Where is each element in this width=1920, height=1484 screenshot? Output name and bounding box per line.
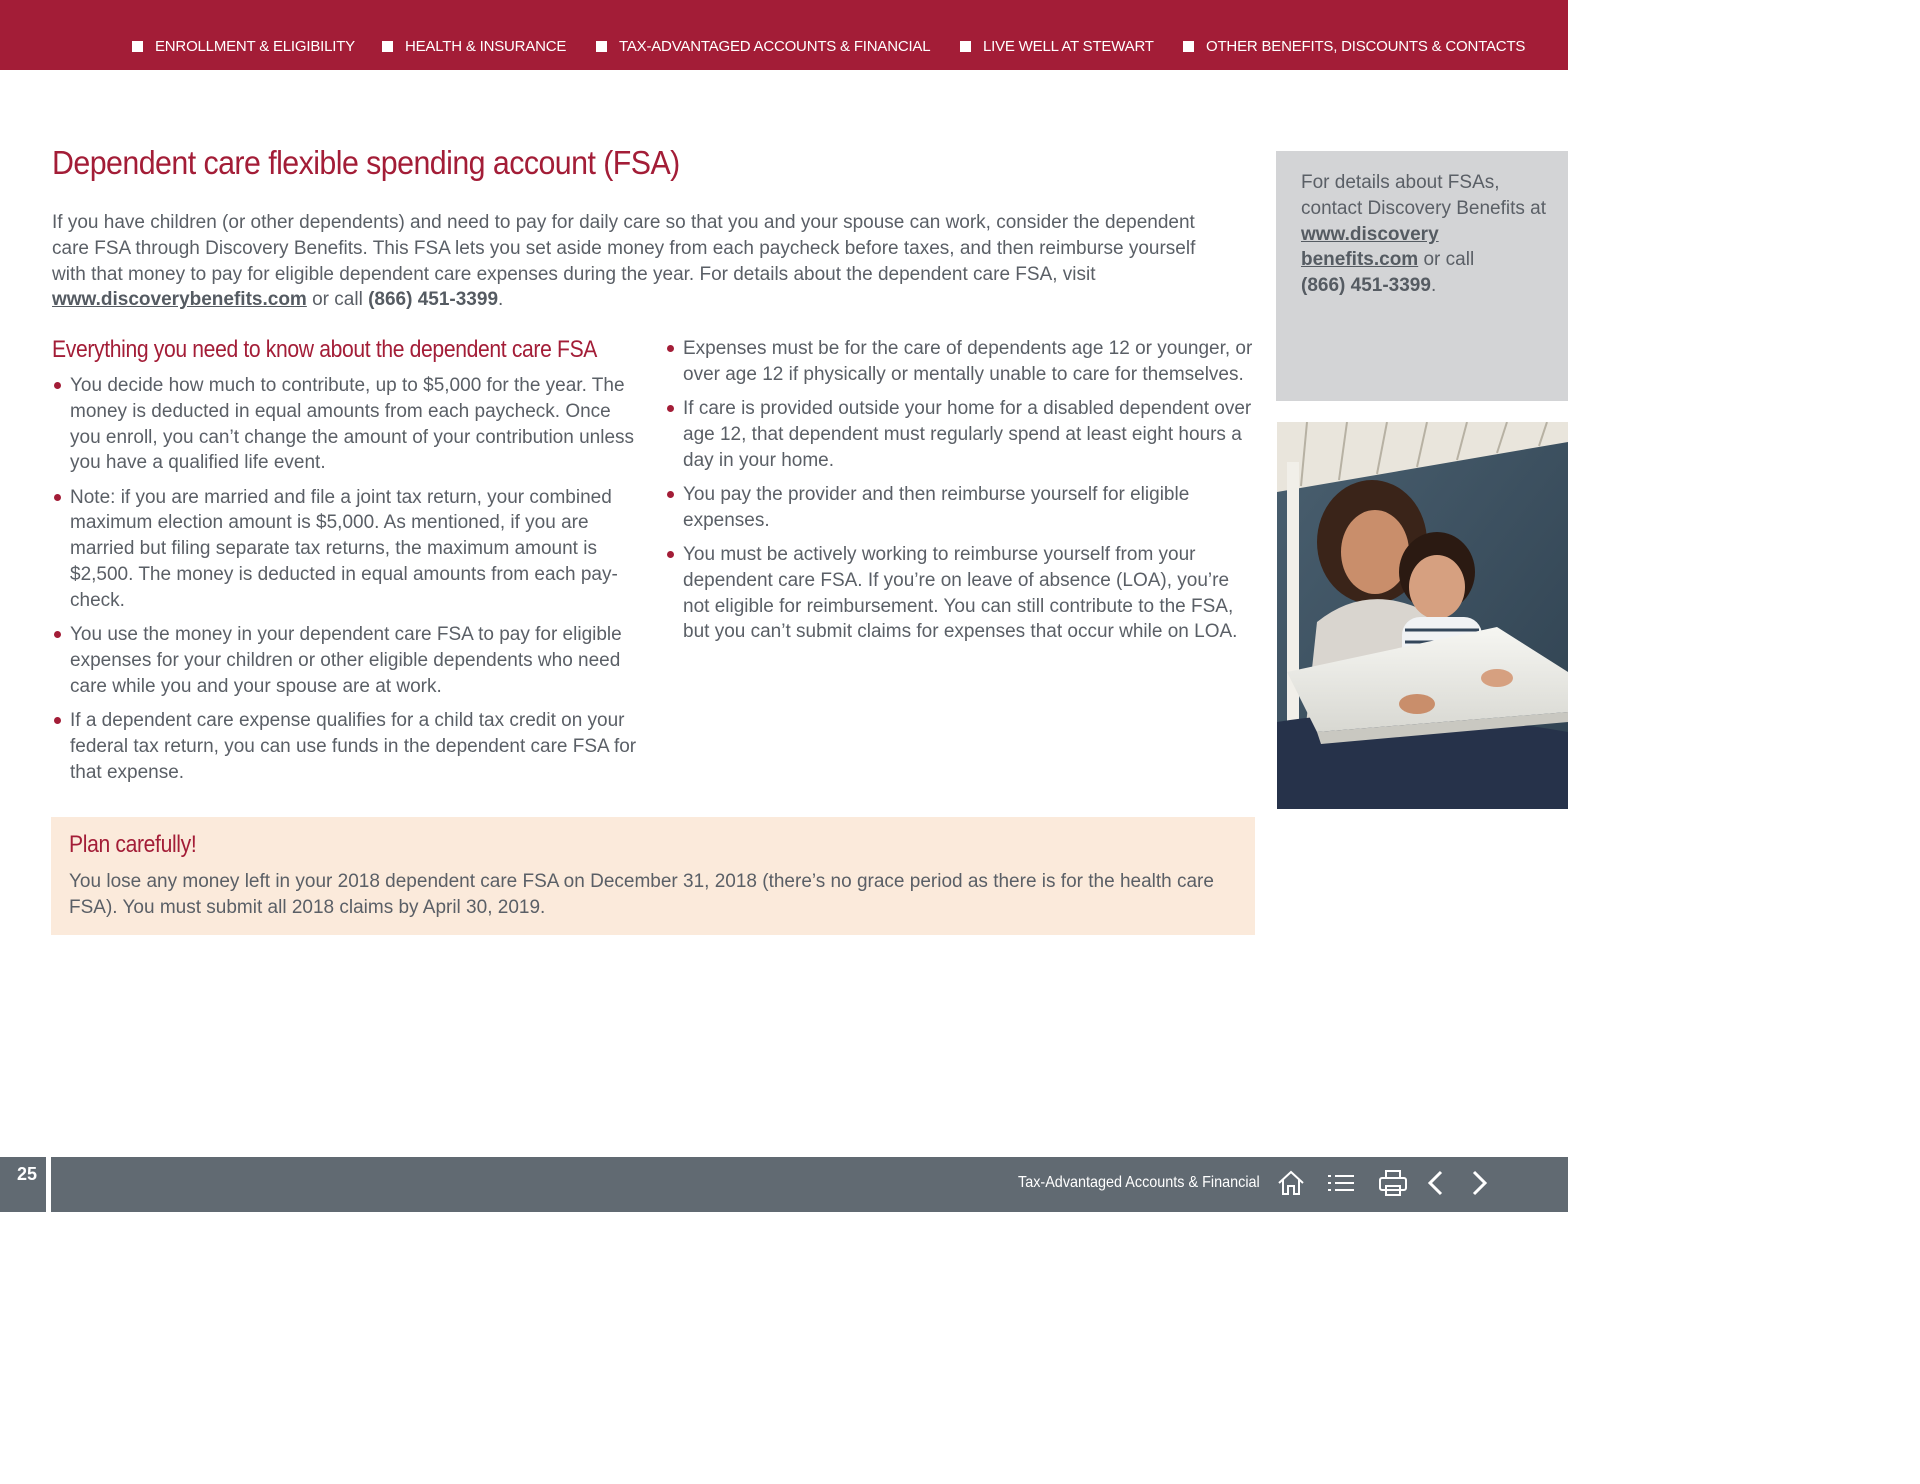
list-item: [52, 373, 642, 476]
nav-item-other-benefits[interactable]: [1183, 36, 1525, 56]
list-item-text: If care is provided outside your home for a disabled dependent over age 12, that dependent must regularly spend at least eight hours a day in your home.: [683, 398, 1252, 471]
square-bullet-icon: [596, 41, 607, 52]
square-bullet-icon: [1183, 41, 1194, 52]
nav-item-label: HEALTH & INSURANCE: [405, 37, 567, 55]
page-number-box: [0, 1157, 51, 1212]
nav-item-enrollment[interactable]: [132, 36, 355, 56]
sidebar-text: For details about FSAs, contact Discovery Benefits at: [1301, 172, 1546, 219]
bullet-dot-icon: [54, 382, 61, 389]
list-item: [52, 708, 642, 785]
list-item-text: You decide how much to contribute, up to $5,000 for the year. The money is deducted in equal amounts from each paycheck. Once you enroll, you can’t change the amount of your contribution unless you have a qualified life event.: [70, 375, 635, 474]
sidebar-phone-number: (866) 451-3399: [1301, 275, 1431, 297]
left-bullet-list: [52, 373, 642, 794]
discovery-benefits-link[interactable]: www.discoverybenefits.com: [52, 289, 307, 311]
list-item-text: You must be actively working to reimburse yourself from your dependent care FSA. If you’re on leave of absence (LOA), you’re not eligible for reimbursement. You can still contribute to the FSA, but you can’t submit claims for expenses that occur while on LOA.: [683, 544, 1238, 643]
list-item-text: Expenses must be for the care of dependents age 12 or younger, or over age 12 if physically or mentally unable to care for themselves.: [683, 338, 1253, 385]
chevron-right-icon[interactable]: [1463, 1167, 1495, 1199]
intro-phone-number: (866) 451-3399: [368, 289, 499, 311]
nav-item-label: OTHER BENEFITS, DISCOUNTS & CONTACTS: [1206, 37, 1526, 55]
intro-middle-text: or call: [306, 289, 369, 311]
sidebar-middle-text: or call: [1418, 249, 1475, 271]
list-item: [665, 396, 1255, 473]
top-navigation-bar: [0, 0, 1568, 70]
square-bullet-icon: [960, 41, 971, 52]
list-icon[interactable]: [1325, 1167, 1357, 1199]
list-item-text: You pay the provider and then reimburse yourself for eligible expenses.: [683, 483, 1190, 531]
chevron-left-icon[interactable]: [1421, 1167, 1453, 1199]
callout-title: Plan carefully!: [69, 831, 197, 858]
list-item-text: Note: if you are married and file a joint tax return, your combined maximum election amount is $5,000. As mentioned, if you are married but filing separate tax returns, the maximum amount is $2,500. The money is deducted in equal amounts from each pay-check.: [70, 486, 618, 611]
right-bullet-list: [665, 336, 1255, 654]
plan-carefully-callout: [51, 817, 1255, 935]
bullet-dot-icon: [667, 491, 674, 498]
nav-item-label: TAX-ADVANTAGED ACCOUNTS & FINANCIAL: [619, 37, 931, 55]
page-number: 25: [16, 1164, 38, 1184]
callout-text: You lose any money left in your 2018 dependent care FSA on December 31, 2018 (there’s no grace period as there is for the health care FSA). You must submit all 2018 claims by April 30, 2019.: [69, 871, 1214, 918]
nav-item-label: ENROLLMENT & ELIGIBILITY: [155, 37, 355, 55]
list-item: [665, 336, 1255, 388]
list-item: [52, 622, 642, 699]
footer-section-label: Tax-Advantaged Accounts & Financial: [1018, 1174, 1260, 1191]
bullet-dot-icon: [54, 631, 61, 638]
list-item: [665, 482, 1255, 534]
sidebar-end-text: .: [1430, 275, 1437, 297]
square-bullet-icon: [382, 41, 393, 52]
sidebar-discovery-link-part1[interactable]: www.discovery: [1301, 223, 1439, 245]
sidebar-contact-box: [1276, 151, 1568, 401]
mother-and-child-photo: [1277, 422, 1568, 809]
bullet-dot-icon: [54, 494, 61, 501]
bullet-dot-icon: [54, 717, 61, 724]
nav-item-tax-advantaged[interactable]: [596, 36, 930, 56]
section-heading: Everything you need to know about the dependent care FSA: [52, 336, 598, 363]
list-item-text: You use the money in your dependent care FSA to pay for eligible expenses for your children or other eligible dependents who need care while you and your spouse are at work.: [70, 624, 622, 697]
square-bullet-icon: [132, 41, 143, 52]
footer-bar: [0, 1157, 1568, 1212]
intro-text: If you have children (or other dependents) and need to pay for daily care so that you and your spouse can work, consider the dependent care FSA through Discovery Benefits. This FSA lets you set aside money from each paycheck before taxes, and then reimburse yourself with that money to pay for eligible dependent care expenses during the year. For details about the dependent care FSA, visit: [52, 212, 1196, 285]
intro-end-text: .: [498, 289, 504, 311]
bullet-dot-icon: [667, 405, 674, 412]
sidebar-discovery-link-part2[interactable]: benefits.com: [1301, 249, 1419, 271]
bullet-dot-icon: [667, 551, 674, 558]
bullet-dot-icon: [667, 345, 674, 352]
page-title: Dependent care flexible spending account (FSA): [52, 144, 680, 181]
print-icon[interactable]: [1377, 1167, 1409, 1199]
nav-item-health[interactable]: [382, 36, 566, 56]
home-icon[interactable]: [1275, 1167, 1307, 1199]
list-item-text: If a dependent care expense qualifies for a child tax credit on your federal tax return, you can use funds in the dependent care FSA for that expense.: [70, 710, 637, 783]
intro-paragraph: [52, 210, 1227, 313]
list-item: [665, 542, 1255, 645]
list-item: [52, 485, 642, 614]
nav-item-label: LIVE WELL AT STEWART: [983, 37, 1154, 55]
nav-item-live-well[interactable]: [960, 36, 1154, 56]
